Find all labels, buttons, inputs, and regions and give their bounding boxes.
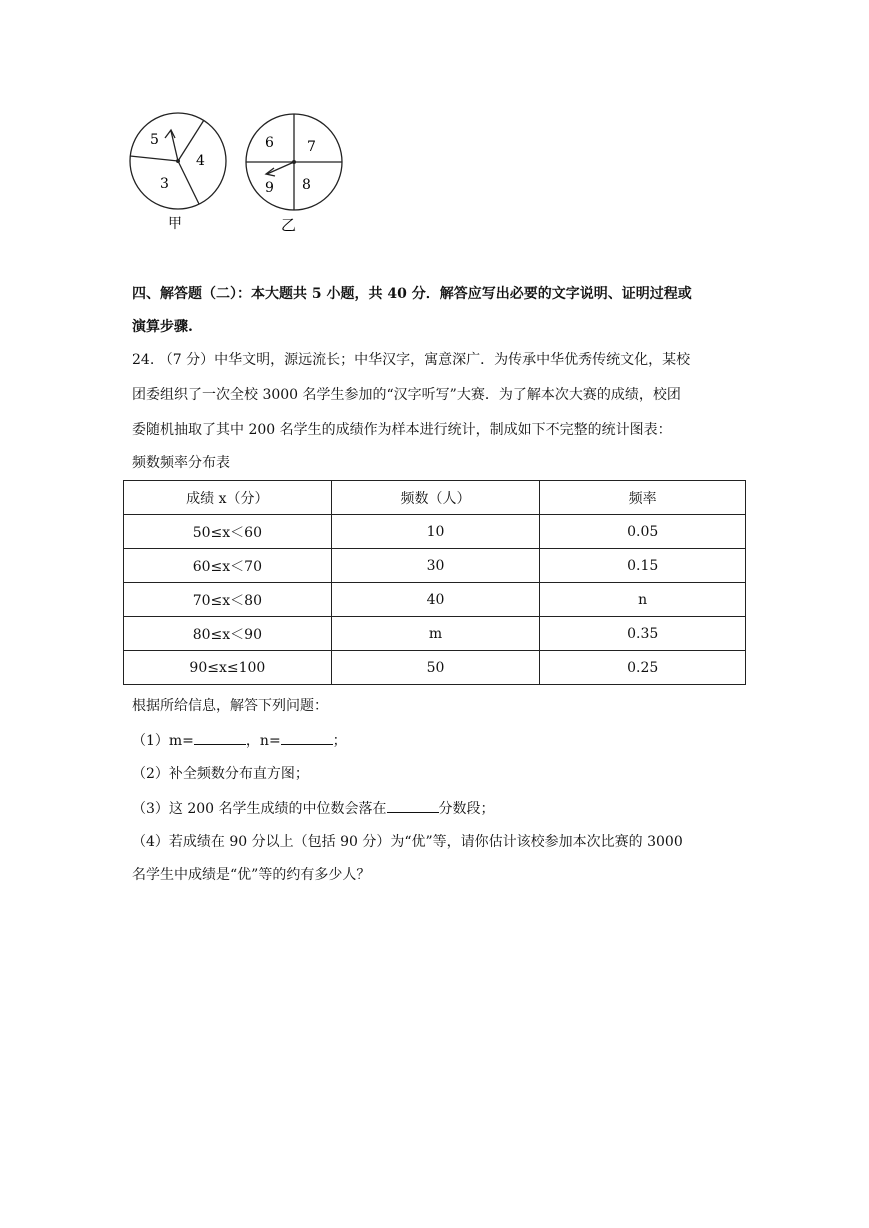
spinner-jia-label-4: 4: [196, 153, 205, 169]
cell-frequency: m: [331, 617, 540, 651]
table-row: [124, 515, 746, 549]
table-row: [124, 617, 746, 651]
spinner-jia-label-5: 5: [150, 132, 159, 148]
question-3-suffix: 分数段；: [438, 801, 495, 817]
table-row: [124, 651, 746, 685]
cell-rate: n: [540, 583, 746, 617]
cell-frequency: 30: [331, 549, 540, 583]
problem-line: 委随机抽取了其中 200 名学生的成绩作为样本进行统计，制成如下不完整的统计图表：: [132, 422, 672, 438]
problem-line: 团委组织了一次全校 3000 名学生参加的“汉字听写”大赛．为了解本次大赛的成绩，校团: [132, 387, 681, 403]
answer-blank-m[interactable]: [194, 730, 246, 745]
spinner-yi-label-7: 7: [307, 139, 316, 155]
cell-frequency: 10: [331, 515, 540, 549]
question-4-cont: 名学生中成绩是“优”等的约有多少人？: [132, 867, 371, 883]
section-heading-cont: 演算步骤.: [132, 319, 193, 335]
spinner-yi-center: [292, 160, 296, 164]
cell-score: 60≤x＜70: [124, 549, 332, 583]
answer-blank-median[interactable]: [387, 798, 439, 813]
cell-score: 50≤x＜60: [124, 515, 332, 549]
cell-frequency: 40: [331, 583, 540, 617]
cell-rate: 0.35: [540, 617, 746, 651]
cell-frequency: 50: [331, 651, 540, 685]
spinner-yi-label-8: 8: [302, 177, 311, 193]
header-rate: 频率: [540, 481, 746, 515]
section-heading: 四、解答题（二）：本大题共 5 小题，共 40 分．解答应写出必要的文字说明、证明过程或: [132, 286, 692, 302]
problem-line: 24. （7 分）中华文明，源远流长；中华汉字，寓意深广．为传承中华优秀传统文化，某校: [132, 352, 691, 368]
spinner-jia-divider: [130, 156, 178, 161]
table-header-row: [124, 481, 746, 515]
spinner-jia-label-3: 3: [160, 176, 169, 192]
question-3: [132, 798, 495, 819]
table-row: [124, 549, 746, 583]
answer-blank-n[interactable]: [281, 730, 333, 745]
spinner-yi-label-6: 6: [265, 135, 274, 151]
question-4: （4）若成绩在 90 分以上（包括 90 分）为“优”等，请你估计该校参加本次比赛的 3000: [132, 834, 683, 850]
cell-score: 80≤x＜90: [124, 617, 332, 651]
spinner-yi-caption: 乙: [281, 216, 297, 234]
spinner-yi-label-9: 9: [265, 180, 274, 196]
question-2: （2）补全频数分布直方图；: [132, 766, 309, 782]
spinner-figure: [124, 104, 354, 236]
question-1: [132, 730, 347, 751]
question-1-mid: ，n=: [245, 733, 281, 749]
cell-rate: 0.25: [540, 651, 746, 685]
question-3-prefix: （3）这 200 名学生成绩的中位数会落在: [132, 801, 387, 817]
spinner-jia-pointer-icon: [171, 131, 178, 161]
spinner-jia-center: [176, 159, 180, 163]
frequency-table: [123, 480, 746, 685]
questions-intro: 根据所给信息，解答下列问题：: [132, 698, 328, 714]
arrowhead-icon: [165, 130, 175, 138]
spinner-jia-caption: 甲: [168, 216, 182, 232]
cell-rate: 0.15: [540, 549, 746, 583]
header-score: 成绩 x（分）: [124, 481, 332, 515]
header-frequency: 频数（人）: [331, 481, 540, 515]
spinner-yi: [246, 114, 342, 234]
spinner-yi-pointer-icon: [267, 162, 294, 174]
question-1-prefix: （1）m=: [132, 733, 194, 749]
table-caption: 频数频率分布表: [132, 455, 230, 471]
question-1-suffix: ；: [332, 733, 347, 749]
cell-score: 90≤x≤100: [124, 651, 332, 685]
table-row: [124, 583, 746, 617]
cell-score: 70≤x＜80: [124, 583, 332, 617]
spinner-jia: [130, 113, 226, 232]
cell-rate: 0.05: [540, 515, 746, 549]
